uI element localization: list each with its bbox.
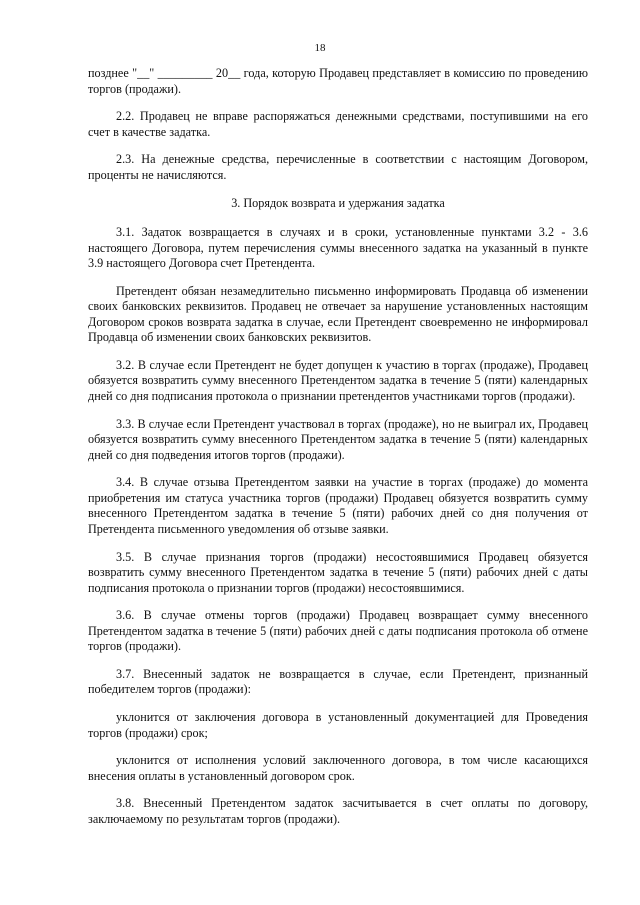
page-number: 18: [314, 42, 326, 54]
paragraph-3-3: 3.3. В случае если Претендент участвовал в торгах (продаже), но не выиграл их, Продавец обязуется возвратить сумму внесенного Претендентом задатка в течение 5 (пяти) календарных дней со дня подведения итогов торгов (продажи).: [88, 416, 588, 462]
document-body: [88, 66, 588, 840]
paragraph-3-4: 3.4. В случае отзыва Претендентом заявки на участие в торгах (продаже) до момента приобретения им статуса участника торгов (продажи) Продавец обязуется возвратить сумму внесенного Претендентом задатка в течение 5 (пяти) рабочих дней со дня получения от Претендента письменного уведомления об отзыве заявки.: [88, 475, 588, 536]
paragraph-3-6: 3.6. В случае отмены торгов (продажи) Продавец возвращает сумму внесенного Претендентом задатка в течение 5 (пяти) рабочих дней с даты подписания протокола об отмене торгов (продажи).: [88, 608, 588, 654]
paragraph-bank-details: Претендент обязан незамедлительно письменно информировать Продавца об изменении своих банковских реквизитов. Продавец не отвечает за нарушение установленных настоящим Договором сроков возврата задатка в случае, если Претендент своевременно не информировал Продавца об изменении своих банковских реквизитов.: [88, 283, 588, 345]
paragraph-2-2: 2.2. Продавец не вправе распоряжаться денежными средствами, поступившими на его счет в качестве задатка.: [88, 109, 588, 139]
paragraph-3-8: 3.8. Внесенный Претендентом задаток засчитывается в счет оплаты по договору, заключаемому по результатам торгов (продажи).: [88, 796, 588, 826]
paragraph-3-7-item-2: уклонится от исполнения условий заключенного договора, в том числе касающихся внесения оплаты в установленный договором срок.: [88, 753, 588, 783]
paragraph-3-7: 3.7. Внесенный задаток не возвращается в случае, если Претендент, признанный победителем торгов (продажи):: [88, 666, 588, 697]
paragraph-3-7-item-1: уклонится от заключения договора в установленный документацией для Проведения торгов (продажи) срок;: [88, 710, 588, 740]
paragraph-3-1: 3.1. Задаток возвращается в случаях и в сроки, установленные пунктами 3.2 - 3.6 настоящего Договора, путем перечисления суммы внесенного задатка на указанный в пункте 3.9 настоящего Договора счет Претендента.: [88, 225, 588, 271]
paragraph-3-2: 3.2. В случае если Претендент не будет допущен к участию в торгах (продаже), Продавец обязуется возвратить сумму внесенного Претендентом задатка в течение 5 (пяти) календарных дней со дня подписания протокола о признании претендентов участниками торгов (продажи).: [88, 357, 588, 403]
paragraph-deadline: позднее "__" _________ 20__ года, которую Продавец представляет в комиссию по проведению торгов (продажи).: [88, 66, 588, 96]
paragraph-2-3: 2.3. На денежные средства, перечисленные в соответствии с настоящим Договором, проценты не начисляются.: [88, 152, 588, 182]
paragraph-3-5: 3.5. В случае признания торгов (продажи) несостоявшимися Продавец обязуется возвратить сумму внесенного Претендентом задатка в течение 5 (пяти) рабочих дней с даты подписания протокола о признании торгов (продажи) несостоявшимися.: [88, 549, 588, 595]
section-heading-3: 3. Порядок возврата и удержания задатка: [231, 195, 445, 210]
